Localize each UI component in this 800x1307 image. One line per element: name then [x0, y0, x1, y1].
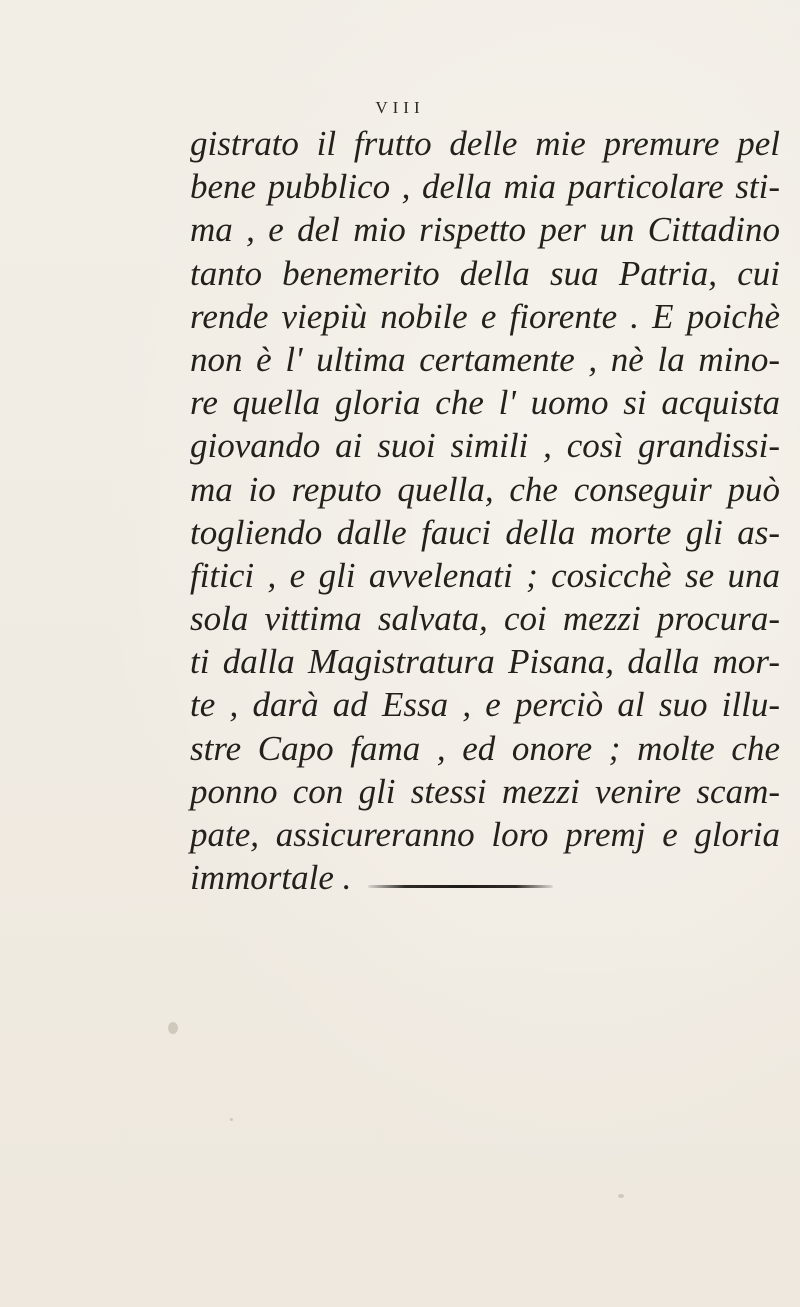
- text-line: stre Capo fama , ed onore ; molte che: [190, 728, 780, 768]
- text-line: fitici , e gli avvelenati ; cosicchè se una: [190, 555, 780, 595]
- text-line: ma , e del mio rispetto per un Cittadino: [190, 210, 780, 250]
- page-number: VIII: [375, 98, 425, 117]
- paper-spot: [618, 1194, 624, 1198]
- text-line: ma io reputo quella, che conseguir può: [190, 469, 780, 509]
- text-line: tanto benemerito della sua Patria, cui: [190, 253, 780, 293]
- text-line: gistrato il frutto delle mie premure pel: [190, 124, 780, 163]
- end-ornament-rule: [368, 885, 553, 888]
- text-line: re quella gloria che l' uomo si acquista: [190, 383, 780, 423]
- text-line: non è l' ultima certamente , nè la mino-: [190, 339, 780, 379]
- body-text: [190, 122, 780, 899]
- text-line: immortale .: [190, 858, 352, 898]
- paper-spot: [168, 1022, 178, 1034]
- text-line: togliendo dalle fauci della morte gli as-: [190, 512, 780, 552]
- text-line: pate, assicureranno loro premj e gloria: [190, 815, 780, 854]
- text-line: ti dalla Magistratura Pisana, dalla mor-: [190, 642, 780, 682]
- text-line: bene pubblico , della mia particolare sti-: [190, 167, 780, 207]
- paper-spot: [230, 1118, 233, 1121]
- text-line: giovando ai suoi simili , così grandissi-: [190, 426, 780, 466]
- text-line: ponno con gli stessi mezzi venire scam-: [190, 771, 780, 811]
- text-line: rende viepiù nobile e fiorente . E poichè: [190, 296, 780, 336]
- text-line: te , darà ad Essa , e perciò al suo illu-: [190, 685, 780, 725]
- text-line: sola vittima salvata, coi mezzi procura-: [190, 599, 780, 639]
